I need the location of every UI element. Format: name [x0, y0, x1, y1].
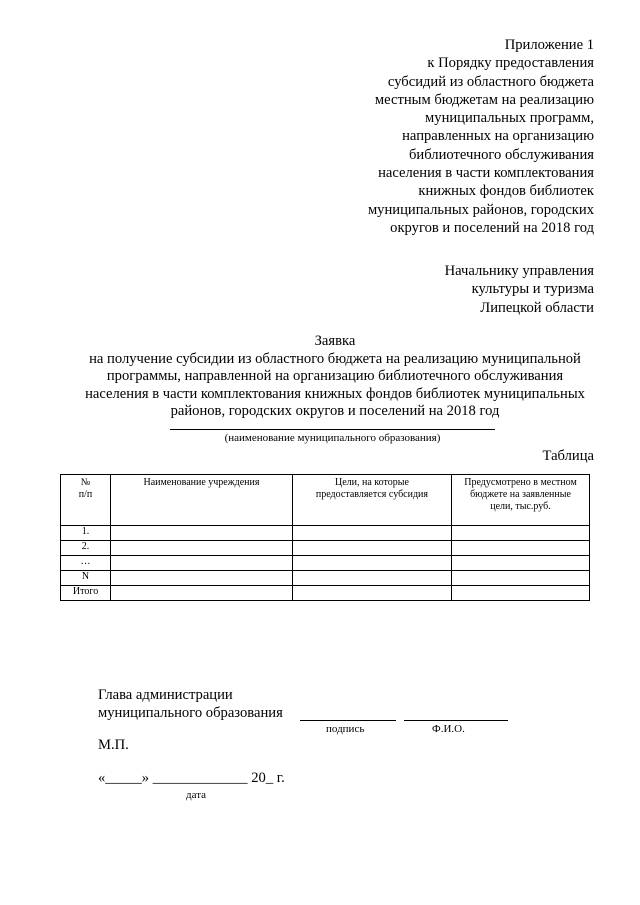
table-cell: Итого	[61, 586, 111, 601]
municipality-name-caption: (наименование муниципального образования)	[224, 432, 441, 444]
appendix-line: к Порядку предоставления	[427, 55, 594, 72]
table-cell: N	[61, 571, 111, 586]
table-label: Таблица	[542, 448, 594, 464]
appendix-line: муниципальных программ,	[425, 110, 594, 127]
table-cell	[111, 571, 293, 586]
full-name-line	[404, 720, 508, 721]
header-institution: Наименование учреждения	[111, 475, 293, 526]
table-cell	[292, 541, 451, 556]
table-cell	[111, 586, 293, 601]
table-cell	[452, 571, 590, 586]
table-cell	[292, 526, 451, 541]
signature-block	[98, 686, 283, 722]
table-cell	[111, 556, 293, 571]
signature-caption: подпись	[326, 723, 365, 735]
addressee	[445, 262, 594, 317]
table-total-row	[61, 586, 590, 601]
application-title-line: программы, направленной на организацию библиотечного обслуживания	[106, 368, 564, 385]
table-cell	[111, 526, 293, 541]
application-title-line: районов, городских округов и поселений на 2018 год	[170, 403, 500, 420]
table-cell	[292, 586, 451, 601]
appendix-line: муниципальных районов, городских	[367, 201, 594, 218]
table-cell: …	[61, 556, 111, 571]
date-line: «_____» _____________ 20_ г.	[98, 770, 285, 786]
appendix-line: Приложение 1	[504, 37, 594, 53]
application-title-line: на получение субсидии из областного бюджета на реализацию муниципальной	[89, 350, 581, 367]
header-budget: Предусмотрено в местном бюджете на заявленные цели, тыс.руб.	[452, 475, 590, 526]
appendix-header	[368, 36, 594, 237]
table-cell: 1.	[61, 526, 111, 541]
table-cell	[452, 541, 590, 556]
table-cell	[292, 571, 451, 586]
appendix-line: библиотечного обслуживания	[409, 146, 594, 163]
application-heading: Заявка	[314, 333, 356, 349]
signature-title-line: Глава администрации	[98, 687, 233, 703]
stamp-place: М.П.	[98, 737, 129, 753]
date-caption: дата	[186, 789, 207, 801]
addressee-line: Начальнику управления	[444, 263, 594, 279]
table-cell	[292, 556, 451, 571]
table-header-row	[61, 475, 590, 526]
appendix-line: субсидий из областного бюджета	[387, 73, 594, 90]
signature-title-line: муниципального образования	[98, 705, 283, 721]
header-number: № п/п	[61, 475, 111, 526]
subsidy-table	[60, 474, 590, 601]
table-row	[61, 541, 590, 556]
header-purpose: Цели, на которые предоставляется субсидия	[292, 475, 451, 526]
appendix-line: местным бюджетам на реализацию	[374, 91, 594, 108]
addressee-line: культуры и туризма	[471, 281, 594, 298]
appendix-line: населения в части комплектования	[378, 165, 594, 182]
application-title	[40, 333, 630, 421]
appendix-line: округов и поселений на 2018 год	[390, 219, 594, 236]
addressee-line: Липецкой области	[480, 299, 594, 316]
municipality-name-line	[170, 429, 495, 430]
application-title-line: населения в части комплектования книжных фондов библиотек муниципальных	[85, 385, 585, 402]
signature-line	[300, 720, 396, 721]
table-cell	[452, 586, 590, 601]
appendix-line: книжных фондов библиотек	[418, 183, 594, 200]
table-cell	[452, 556, 590, 571]
table-row	[61, 526, 590, 541]
table-cell	[452, 526, 590, 541]
table-cell	[111, 541, 293, 556]
table-cell: 2.	[61, 541, 111, 556]
appendix-line: направленных на организацию	[402, 128, 594, 145]
table-row	[61, 556, 590, 571]
table-row	[61, 571, 590, 586]
full-name-caption: Ф.И.О.	[432, 723, 465, 735]
